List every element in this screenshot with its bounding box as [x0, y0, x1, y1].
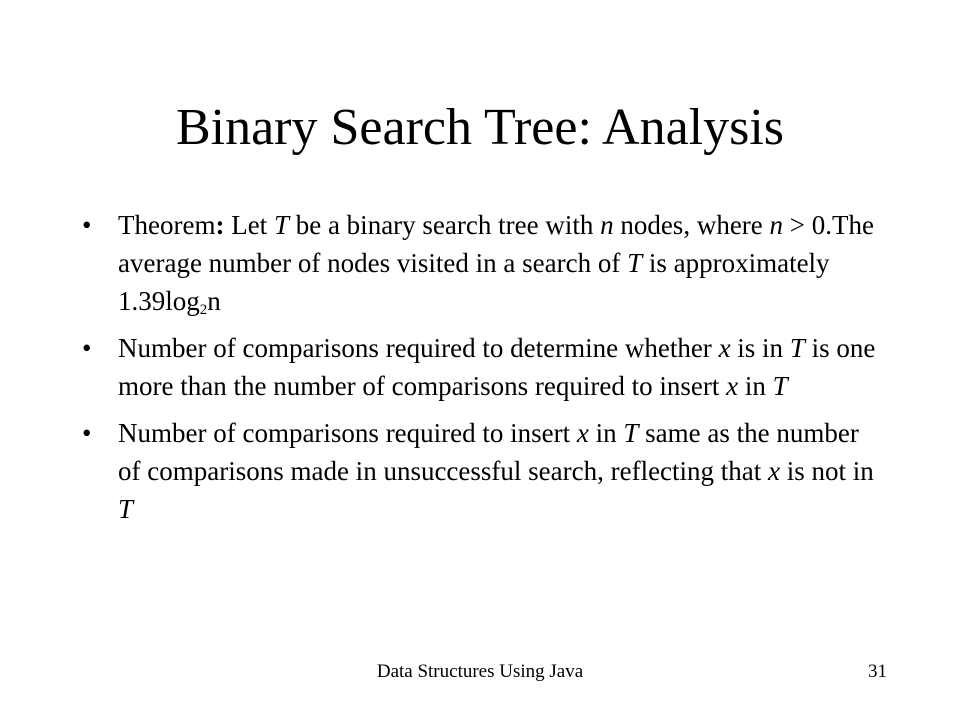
math-variable: T [627, 248, 643, 278]
text-run: is one more than the number of comparisons required to insert [118, 333, 876, 401]
math-variable: x [576, 418, 589, 448]
math-variable: x [718, 333, 731, 363]
math-variable: T [273, 210, 289, 240]
math-variable: n [769, 210, 784, 240]
text-run: Theorem [118, 210, 216, 240]
text-run: is in [730, 333, 790, 363]
bullet-point-icon: • [82, 333, 92, 363]
text-run: Let [224, 210, 274, 240]
bullet-point-icon: • [82, 418, 92, 448]
text-run: is approximately 1.39log [118, 248, 830, 316]
bullet-item-theorem [82, 206, 882, 320]
text-run: > 0.The average number of nodes visited in a search of [118, 210, 874, 278]
text-run: in [738, 371, 773, 401]
text-run: Number of comparisons required to determine whether [118, 333, 719, 363]
bullet-item-comparisons-search [82, 329, 882, 405]
text-run: Number of comparisons required to insert [118, 418, 577, 448]
bullet-list [82, 206, 882, 537]
text-run: same as the number of comparisons made in unsuccessful search, reflecting that [118, 418, 859, 486]
bold-text: : [215, 210, 225, 240]
bullet-text [118, 206, 882, 320]
text-run: nodes, where [613, 210, 770, 240]
math-variable: n [600, 210, 614, 240]
footer-course-title: Data Structures Using Java [376, 661, 584, 682]
footer-page-number: 31 [868, 661, 887, 682]
math-variable: T [789, 333, 805, 363]
bullet-item-comparisons-insert [82, 414, 882, 528]
math-variable: T [772, 371, 788, 401]
math-variable: T [118, 494, 134, 524]
math-variable: x [768, 456, 781, 486]
bullet-text [118, 329, 882, 405]
bullet-point-icon: • [82, 210, 92, 240]
slide-title: Binary Search Tree: Analysis [175, 99, 785, 156]
text-run: n [207, 286, 221, 316]
text-run: in [588, 418, 624, 448]
math-variable: x [726, 371, 739, 401]
math-variable: T [623, 418, 639, 448]
subscript: 2 [199, 302, 208, 318]
text-run: is not in [780, 456, 874, 486]
text-run: be a binary search tree with [288, 210, 601, 240]
bullet-text [118, 414, 882, 528]
